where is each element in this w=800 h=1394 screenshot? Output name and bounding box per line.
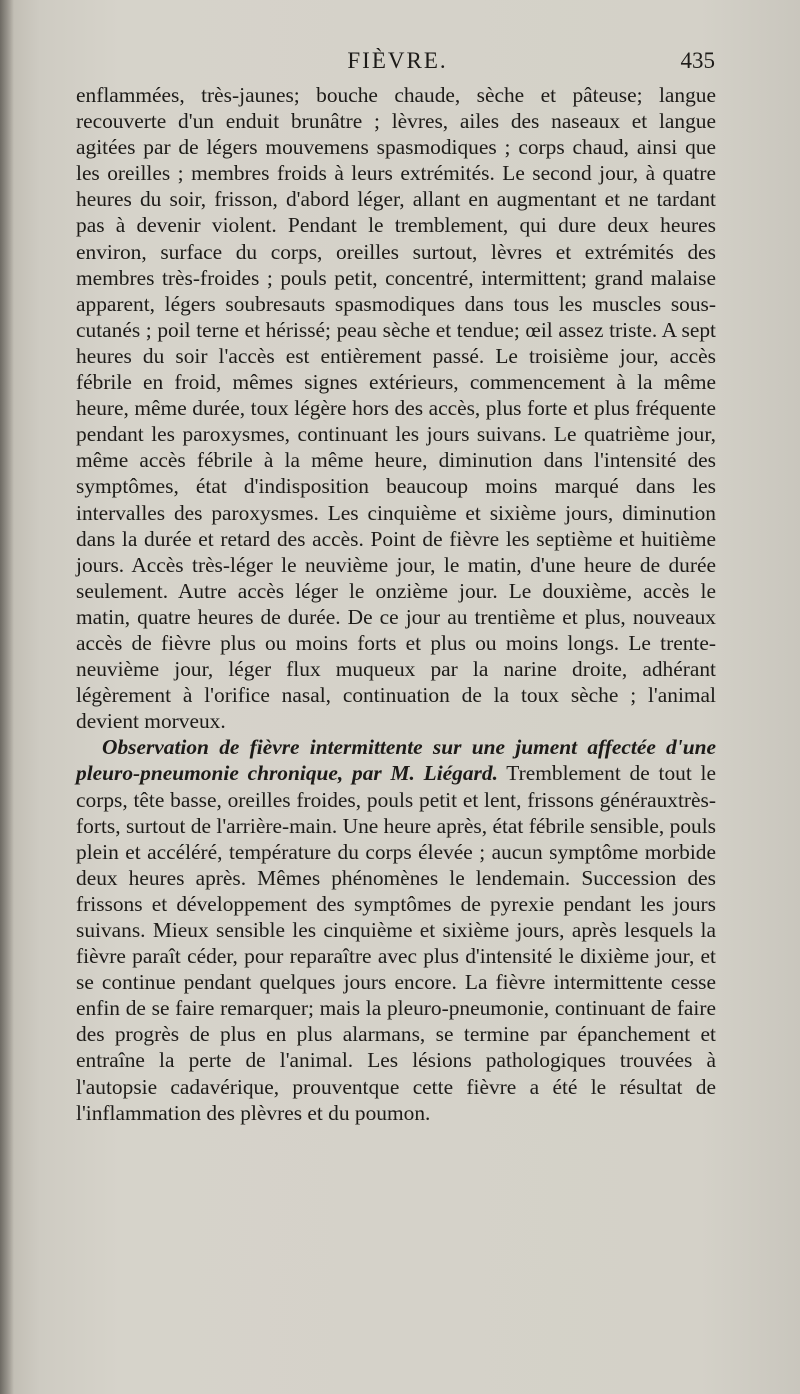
paragraph-observation	[76, 734, 716, 1125]
running-head: FIÈVRE.	[347, 48, 448, 73]
page-binding-shadow	[0, 0, 14, 1394]
body-text	[76, 82, 716, 1126]
observation-title: Observation de fièvre intermittente sur une jument affectée d'une pleuro-pneumonie chronique, par M. Liégard.	[76, 735, 716, 786]
paragraph-case-description: enflammées, très-jaunes; bouche chaude, sèche et pâteuse; langue recouverte d'un enduit brunâtre ; lèvres, ailes des naseaux et langue agitées par de légers mouvemens spasmodiques ; corps chaud, ainsi que les oreilles ; membres froids à leurs extrémités. Le second jour, à quatre heures du soir, frisson, d'abord léger, allant en augmentant et ne tardant pas à devenir violent. Pendant le tremblement, qui dure deux heures environ, surface du corps, oreilles surtout, lèvres et extrémités des membres très-froides ; pouls petit, concentré, intermittent; grand malaise apparent, légers soubresauts spasmodiques dans tous les muscles sous-cutanés ; poil terne et hérissé; peau sèche et tendue; œil assez triste. A sept heures du soir l'accès est entièrement passé. Le troisième jour, accès fébrile en froid, mêmes signes extérieurs, commencement à la même heure, même durée, toux légère hors des accès, plus forte et plus fréquente pendant les paroxysmes, continuant les jours suivans. Le quatrième jour, même accès fébrile à la même heure, diminution dans l'intensité des symptômes, état d'indisposition beaucoup moins marqué dans les intervalles des paroxysmes. Les cinquième et sixième jours, diminution dans la durée et retard des accès. Point de fièvre les septième et huitième jours. Accès très-léger le neuvième jour, le matin, d'une heure de durée seulement. Autre accès léger le onzième jour. Le douxième, accès le matin, quatre heures de durée. De ce jour au trentième et plus, nouveaux accès de fièvre plus ou moins forts et plus ou moins longs. Le trente-neuvième jour, léger flux muqueux par la narine droite, adhérant légèrement à l'orifice nasal, continuation de la toux sèche ; l'animal devient morveux.	[76, 83, 716, 734]
page-number: 435	[680, 48, 715, 73]
observation-text: Tremblement de tout le corps, tête basse, oreilles froides, pouls petit et lent, frissons générauxtrès-forts, surtout de l'arrière-main. Une heure après, état fébrile sensible, pouls plein et accéléré, température du corps élevée ; aucun symptôme morbide deux heures après. Mêmes phénomènes le lendemain. Succession des frissons et développement des symptômes de pyrexie pendant les jours suivans. Mieux sensible les cinquième et sixième jours, après lesquels la fièvre paraît céder, pour reparaître avec plus d'intensité le dixième jour, et se continue pendant quelques jours encore. La fièvre intermittente cesse enfin de se faire remarquer; mais la pleuro-pneumonie, continuant de faire des progrès de plus en plus alarmans, se termine par épanchement et entraîne la perte de l'animal. Les lésions pathologiques trouvées à l'autopsie cadavérique, prouventque cette fièvre a été le résultat de l'inflammation des plèvres et du poumon.	[76, 761, 716, 1125]
page-header	[80, 48, 715, 82]
